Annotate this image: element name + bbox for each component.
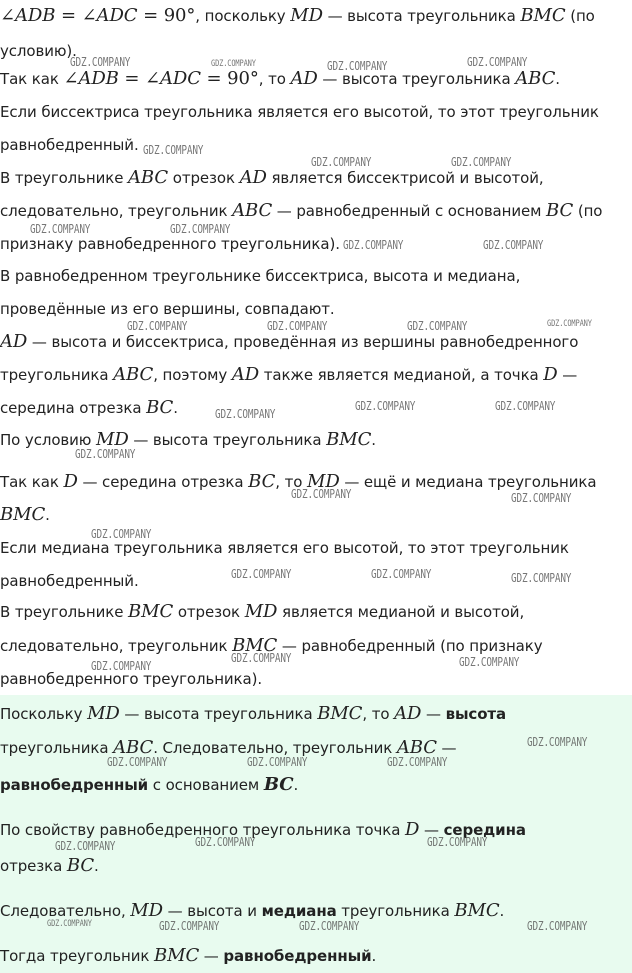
text-segment: отрезка xyxy=(0,857,67,875)
text-segment: середина отрезка xyxy=(0,399,147,417)
solution-line xyxy=(0,167,632,189)
text-segment: отрезок xyxy=(168,169,240,187)
text-segment: , поэтому xyxy=(153,366,232,384)
solution-line xyxy=(0,537,632,559)
text-segment: В треугольнике xyxy=(0,603,129,621)
text-segment: — xyxy=(557,366,578,384)
math-expression: ABC xyxy=(128,167,169,188)
text-segment: равнобедренного треугольника). xyxy=(0,670,263,688)
math-expression: 90° xyxy=(163,5,196,26)
solution-line xyxy=(0,570,632,592)
watermark: GDZ.COMPANY xyxy=(55,839,116,853)
text-segment: — xyxy=(199,947,224,965)
math-expression: MD xyxy=(96,429,129,450)
watermark: GDZ.COMPANY xyxy=(355,399,416,413)
answer-line xyxy=(0,855,632,877)
math-expression: ABC xyxy=(515,68,556,89)
bold-text: медиана xyxy=(261,902,337,920)
bold-text: высота xyxy=(445,705,507,723)
watermark: GDZ.COMPANY xyxy=(343,238,404,252)
solution-line xyxy=(0,471,632,493)
math-expression: 90° xyxy=(227,68,259,89)
text-segment: — равнобедренный с основанием xyxy=(272,202,547,220)
watermark: GDZ.COMPANY xyxy=(483,238,544,252)
math-expression: BC xyxy=(546,200,574,221)
math-expression: BMC xyxy=(454,900,500,921)
answer-line xyxy=(0,737,632,759)
text-segment: . xyxy=(293,776,299,794)
text-segment: также является медианой, а точка xyxy=(259,366,544,384)
text-segment: Так как xyxy=(0,473,64,491)
math-expression: MD xyxy=(290,5,323,26)
solution-line xyxy=(0,429,632,451)
watermark: GDZ.COMPANY xyxy=(231,651,292,665)
watermark: GDZ.COMPANY xyxy=(371,567,432,581)
math-expression: BC xyxy=(263,774,294,795)
solution-line xyxy=(0,101,632,123)
text-segment: . xyxy=(371,431,376,449)
watermark: GDZ.COMPANY xyxy=(527,919,588,933)
text-segment: равнобедренный. xyxy=(0,136,139,154)
watermark: GDZ.COMPANY xyxy=(511,491,572,505)
math-expression: ∠ADB = ∠ADC = xyxy=(0,5,164,26)
text-segment: . xyxy=(94,857,99,875)
text-segment: — xyxy=(421,705,446,723)
math-expression: AD xyxy=(239,167,267,188)
text-segment: — высота треугольника xyxy=(317,70,516,88)
solution-line xyxy=(0,331,632,353)
text-segment: треугольника xyxy=(0,366,114,384)
text-segment: следовательно, треугольник xyxy=(0,637,233,655)
text-segment: Так как xyxy=(0,70,64,88)
watermark: GDZ.COMPANY xyxy=(91,659,152,673)
solution-line xyxy=(0,134,632,156)
text-segment: В равнобедренном треугольнике биссектриса, высота и медиана, xyxy=(0,267,521,285)
math-expression: BMC xyxy=(317,703,363,724)
text-segment: проведённые из его вершины, совпадают. xyxy=(0,300,335,318)
math-expression: ABC xyxy=(396,737,437,758)
text-segment: Если медиана треугольника является его высотой, то этот треугольник xyxy=(0,539,569,557)
watermark: GDZ.COMPANY xyxy=(467,55,528,69)
text-segment: . xyxy=(173,399,178,417)
math-expression: D xyxy=(63,471,78,492)
math-expression: MD xyxy=(130,900,163,921)
math-expression: BMC xyxy=(154,945,200,966)
text-segment: треугольника xyxy=(336,902,455,920)
text-segment: — xyxy=(419,821,444,839)
math-expression: MD xyxy=(307,471,340,492)
watermark: GDZ.COMPANY xyxy=(215,407,276,421)
text-segment: (по xyxy=(573,202,603,220)
math-expression: D xyxy=(405,819,420,840)
text-segment: — равнобедренный (по признаку xyxy=(277,637,543,655)
bold-text: равнобедренный xyxy=(0,776,149,794)
watermark: GDZ.COMPANY xyxy=(427,835,488,849)
watermark: GDZ.COMPANY xyxy=(30,222,91,236)
text-segment: По свойству равнобедренного треугольника точка xyxy=(0,821,405,839)
watermark: GDZ.COMPANY xyxy=(170,222,231,236)
math-expression: BMC xyxy=(520,5,566,26)
math-expression: BMC xyxy=(128,601,174,622)
text-segment: следовательно, треугольник xyxy=(0,202,233,220)
watermark: GDZ.COMPANY xyxy=(387,755,448,769)
watermark: GDZ.COMPANY xyxy=(267,319,328,333)
math-expression: D xyxy=(543,364,558,385)
watermark: GDZ.COMPANY xyxy=(311,155,372,169)
watermark: GDZ.COMPANY xyxy=(527,735,588,749)
bold-text: равнобедренный xyxy=(223,947,372,965)
text-segment: — высота треугольника xyxy=(322,7,521,25)
text-segment: В треугольнике xyxy=(0,169,129,187)
text-segment: Тогда треугольник xyxy=(0,947,154,965)
watermark: GDZ.COMPANY xyxy=(107,755,168,769)
answer-line xyxy=(0,774,632,796)
text-segment: Следовательно, xyxy=(0,902,131,920)
text-segment: является биссектрисой и высотой, xyxy=(266,169,544,187)
text-segment: , поскольку xyxy=(195,7,291,25)
text-segment: . xyxy=(45,506,50,524)
watermark: GDZ.COMPANY xyxy=(495,399,556,413)
solution-line xyxy=(0,601,632,623)
watermark: GDZ.COMPANY xyxy=(70,55,131,69)
text-segment: является медианой и высотой, xyxy=(277,603,525,621)
math-expression: ABC xyxy=(113,737,154,758)
text-segment: — xyxy=(436,739,457,757)
watermark: GDZ.COMPANY xyxy=(327,59,388,73)
math-expression: AD xyxy=(0,331,28,352)
solution-line xyxy=(0,200,632,222)
solution-line xyxy=(0,233,632,255)
watermark: GDZ.COMPANY xyxy=(407,319,468,333)
math-expression: MD xyxy=(87,703,120,724)
text-segment: равнобедренный. xyxy=(0,572,139,590)
watermark: GDZ.COMPANY xyxy=(451,155,512,169)
watermark: GDZ.COMPANY xyxy=(547,319,592,329)
answer-line xyxy=(0,900,632,922)
solution-line xyxy=(0,504,632,526)
math-expression: MD xyxy=(244,601,278,622)
solution-line xyxy=(0,68,632,90)
math-expression: AD xyxy=(394,703,422,724)
math-expression: BMC xyxy=(232,635,278,656)
math-expression: ABC xyxy=(232,200,273,221)
watermark: GDZ.COMPANY xyxy=(231,567,292,581)
watermark: GDZ.COMPANY xyxy=(511,571,572,585)
solution-line xyxy=(0,397,632,419)
solution-line xyxy=(0,40,632,62)
text-segment: Если биссектриса треугольника является его высотой, то этот треугольник xyxy=(0,103,599,121)
solution-line xyxy=(0,265,632,287)
watermark: GDZ.COMPANY xyxy=(143,143,204,157)
math-expression: BC xyxy=(66,855,95,876)
watermark: GDZ.COMPANY xyxy=(459,655,520,669)
bold-text: середина xyxy=(443,821,526,839)
watermark: GDZ.COMPANY xyxy=(299,919,360,933)
math-expression: AD xyxy=(290,68,318,89)
text-segment: По условию xyxy=(0,431,96,449)
math-expression: BMC xyxy=(326,429,372,450)
math-expression: ∠ADB = ∠ADC = xyxy=(63,68,228,89)
watermark: GDZ.COMPANY xyxy=(211,59,256,69)
watermark: GDZ.COMPANY xyxy=(195,835,256,849)
text-segment: — высота и xyxy=(162,902,262,920)
text-segment: . xyxy=(499,902,505,920)
text-segment: отрезок xyxy=(173,603,245,621)
solution-line xyxy=(0,298,632,320)
text-segment: . xyxy=(555,70,560,88)
math-expression: ABC xyxy=(113,364,154,385)
text-segment: признаку равнобедренного треугольника). xyxy=(0,235,340,253)
watermark: GDZ.COMPANY xyxy=(247,755,308,769)
math-expression: BC xyxy=(146,397,174,418)
answer-line xyxy=(0,819,632,841)
math-expression: BMC xyxy=(0,504,46,525)
solution-line xyxy=(0,668,632,690)
answer-line xyxy=(0,703,632,725)
watermark: GDZ.COMPANY xyxy=(291,487,352,501)
text-segment: , то xyxy=(362,705,395,723)
math-expression: AD xyxy=(231,364,260,385)
text-segment: условию). xyxy=(0,42,77,60)
text-segment: Поскольку xyxy=(0,705,88,723)
solution-line xyxy=(0,364,632,386)
text-segment: , то xyxy=(275,473,307,491)
watermark: GDZ.COMPANY xyxy=(91,527,152,541)
math-expression: BC xyxy=(248,471,276,492)
text-segment: — высота и биссектриса, проведённая из вершины равнобедренного xyxy=(27,333,579,351)
watermark: GDZ.COMPANY xyxy=(127,319,188,333)
solution-line xyxy=(0,635,632,657)
text-segment: с основанием xyxy=(148,776,264,794)
text-segment: — высота треугольника xyxy=(119,705,318,723)
text-segment: — высота треугольника xyxy=(128,431,327,449)
text-segment: треугольника xyxy=(0,739,114,757)
text-segment: . xyxy=(371,947,377,965)
answer-line xyxy=(0,945,632,967)
text-segment: . Следовательно, треугольник xyxy=(153,739,397,757)
text-segment: — ещё и медиана треугольника xyxy=(339,473,597,491)
watermark: GDZ.COMPANY xyxy=(159,919,220,933)
text-segment: , то xyxy=(258,70,291,88)
text-segment: (по xyxy=(565,7,595,25)
solution-line xyxy=(0,5,632,27)
watermark: GDZ.COMPANY xyxy=(47,919,92,929)
text-segment: — середина отрезка xyxy=(77,473,249,491)
watermark: GDZ.COMPANY xyxy=(75,447,136,461)
